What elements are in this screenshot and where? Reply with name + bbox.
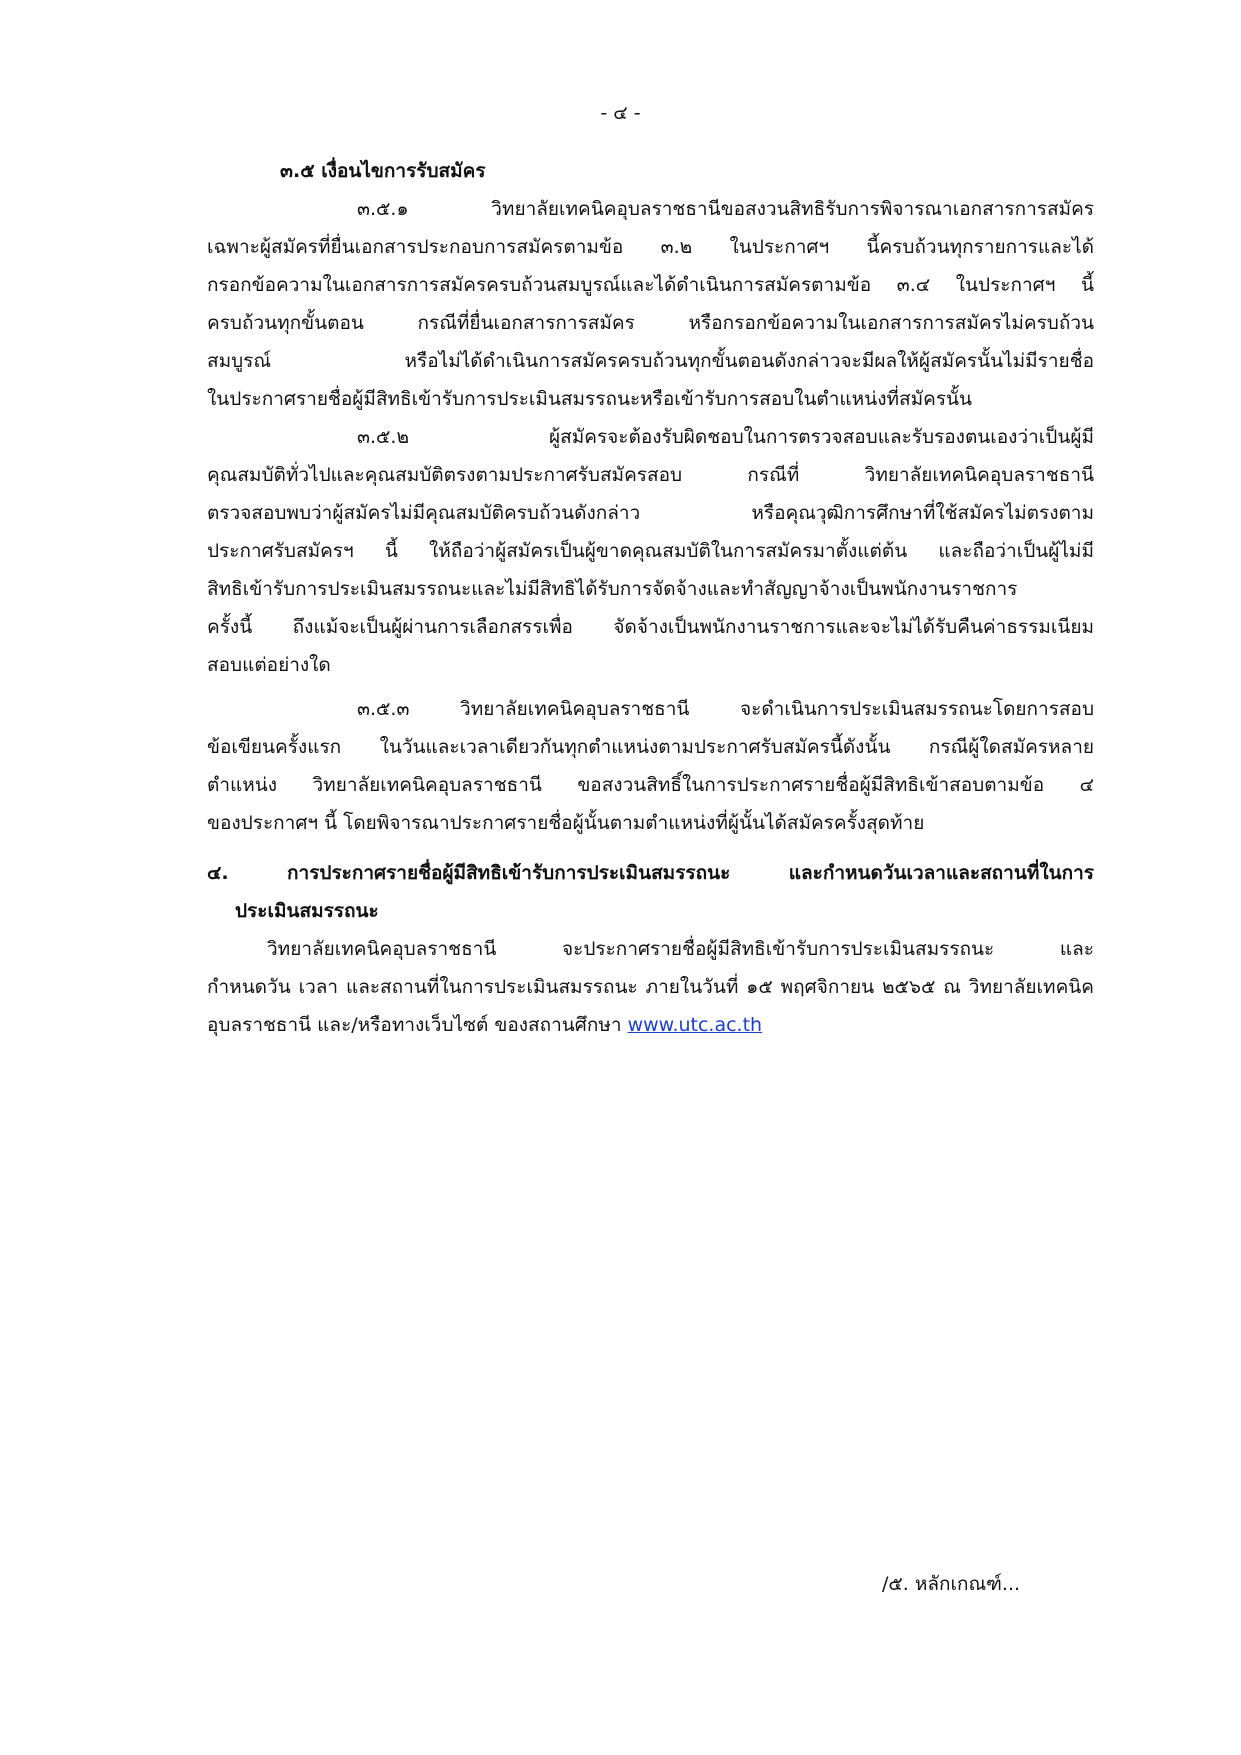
paragraph-line: สิทธิเข้ารับการประเมินสมรรถนะและไม่มีสิทธิได้รับการจัดจ้างและทำสัญญาจ้างเป็นพนักงานราชการ [207,578,1018,600]
page-number: - ๔ - [600,102,641,124]
paragraph-line: กำหนดวัน เวลา และสถานที่ในการประเมินสมรรถนะ ภายในวันที่ ๑๕ พฤศจิกายน ๒๕๖๕ ณ วิทยาลัยเทคนิค [207,976,1094,998]
paragraph-line: ครบถ้วนทุกขั้นตอน กรณีที่ยื่นเอกสารการสมัคร หรือกรอกข้อความในเอกสารการสมัครไม่ครบถ้วน [207,312,1094,334]
paragraph-line: ตรวจสอบพบว่าผู้สมัครไม่มีคุณสมบัติครบถ้วนดังกล่าว หรือคุณวุฒิการศึกษาที่ใช้สมัครไม่ตรงตาม [207,502,1094,524]
paragraph-line [207,1006,1094,1044]
document-body [207,152,1094,1044]
section-3-5-heading: ๓.๕ เงื่อนไขการรับสมัคร [280,160,486,182]
paragraph-line: ครั้งนี้ ถึงแม้จะเป็นผู้ผ่านการเลือกสรรเพื่อ จัดจ้างเป็นพนักงานราชการและจะไม่ได้รับคืนค่าธรรมเนียม [207,616,1094,638]
paragraph-line: วิทยาลัยเทคนิคอุบลราชธานี จะประกาศรายชื่อผู้มีสิทธิเข้ารับการประเมินสมรรถนะ และ [267,938,1094,960]
paragraph-3-5-1 [207,190,1094,418]
paragraph-line: ของประกาศฯ นี้ โดยพิจารณาประกาศรายชื่อผู้นั้นตามตำแหน่งที่ผู้นั้นได้สมัครครั้งสุดท้าย [207,812,925,834]
paragraph-line: สมบูรณ์ หรือไม่ได้ดำเนินการสมัครครบถ้วนทุกขั้นตอนดังกล่าวจะมีผลให้ผู้สมัครนั้นไม่มีรายชื่อ [207,350,1094,372]
paragraph-line: ๓.๕.๒ ผู้สมัครจะต้องรับผิดชอบในการตรวจสอบและรับรองตนเองว่าเป็นผู้มี [357,426,1094,448]
paragraph-line: เฉพาะผู้สมัครที่ยื่นเอกสารประกอบการสมัครตามข้อ ๓.๒ ในประกาศฯ นี้ครบถ้วนทุกรายการและได้ [207,236,1094,258]
paragraph-line: ข้อเขียนครั้งแรก ในวันและเวลาเดียวกันทุกตำแหน่งตามประกาศรับสมัครนี้ดังนั้น กรณีผู้ใดสมัครหลาย [207,736,1094,758]
paragraph-line: ในประกาศรายชื่อผู้มีสิทธิเข้ารับการประเมินสมรรถนะหรือเข้ารับการสอบในตำแหน่งที่สมัครนั้น [207,388,973,410]
paragraph-3-5-3 [207,690,1094,842]
paragraph-line: คุณสมบัติทั่วไปและคุณสมบัติตรงตามประกาศรับสมัครสอบ กรณีที่ วิทยาลัยเทคนิคอุบลราชธานี [207,464,1094,486]
paragraph-line: ๓.๕.๑ วิทยาลัยเทคนิคอุบลราชธานีขอสงวนสิทธิรับการพิจารณาเอกสารการสมัคร [357,198,1094,220]
website-link[interactable]: www.utc.ac.th [627,1014,763,1036]
paragraph-line: ๓.๕.๓ วิทยาลัยเทคนิคอุบลราชธานี จะดำเนินการประเมินสมรรถนะโดยการสอบ [357,698,1094,720]
section-4-heading-line: ๔. การประกาศรายชื่อผู้มีสิทธิเข้ารับการประเมินสมรรถนะ และกำหนดวันเวลาและสถานที่ในการ [207,862,1094,884]
section-4-heading-line: ประเมินสมรรถนะ [235,900,379,922]
paragraph-line: สอบแต่อย่างใด [207,654,331,676]
paragraph-line: ตำแหน่ง วิทยาลัยเทคนิคอุบลราชธานี ขอสงวนสิทธิ์ในการประกาศรายชื่อผู้มีสิทธิเข้าสอบตามข้อ ๔ [207,774,1094,796]
paragraph-line: กรอกข้อความในเอกสารการสมัครครบถ้วนสมบูรณ์และได้ดำเนินการสมัครตามข้อ ๓.๔ ในประกาศฯ นี้ [207,274,1094,296]
paragraph-3-5-2 [207,418,1094,684]
next-page-reference: /๕. หลักเกณฑ์... [882,1573,1021,1595]
section-4-heading [207,854,1094,930]
paragraph-line: ประกาศรับสมัครฯ นี้ ให้ถือว่าผู้สมัครเป็นผู้ขาดคุณสมบัติในการสมัครมาตั้งแต่ต้น และถือว่าเป็นผู้ไม่มี [207,540,1094,562]
paragraph-text: อุบลราชธานี และ/หรือทางเว็บไซต์ ของสถานศึกษา [207,1014,628,1036]
section-4-body [207,930,1094,1044]
